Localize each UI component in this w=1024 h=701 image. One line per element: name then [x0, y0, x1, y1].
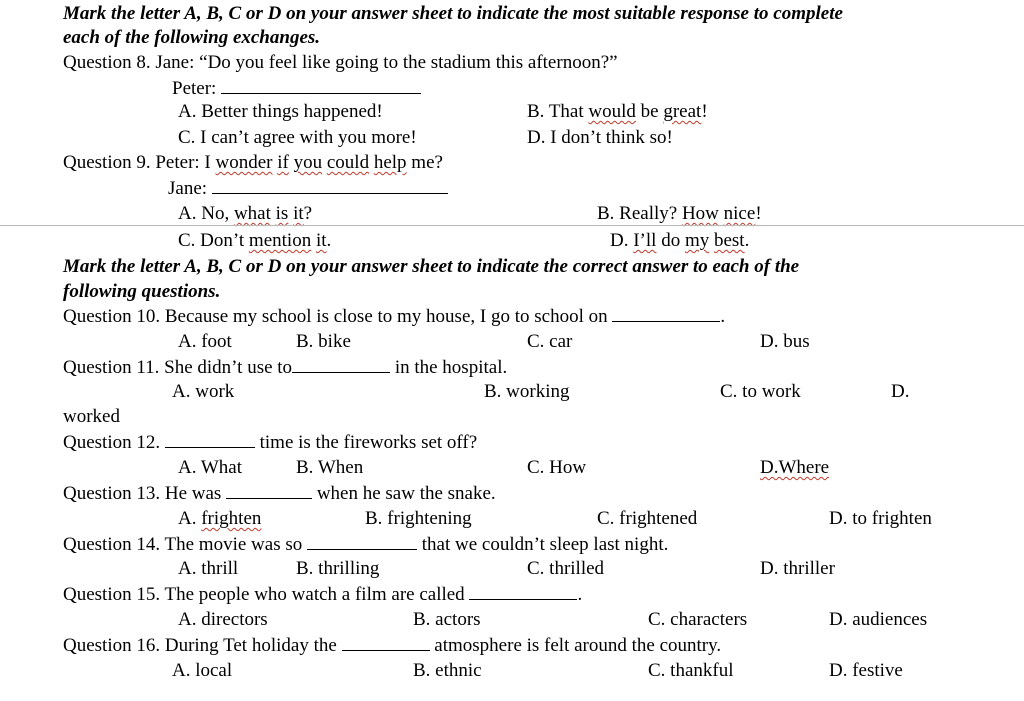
- question-8-option-d: D. I don’t think so!: [527, 127, 673, 148]
- spellcheck-word: would: [588, 101, 636, 122]
- question-16-option-c: C. thankful: [648, 660, 734, 681]
- question-14-stem: [63, 533, 668, 556]
- question-15-option-d: D. audiences: [829, 609, 928, 630]
- answer-blank: [307, 533, 417, 550]
- question-10-option-c: C. car: [527, 331, 573, 352]
- spellcheck-word: help: [373, 152, 407, 173]
- answer-blank: [212, 177, 448, 194]
- question-9-speaker: Jane:: [168, 178, 208, 199]
- answer-blank: [342, 634, 430, 651]
- question-8-speaker: Peter:: [172, 78, 217, 99]
- section-2-instruction-line-2: following questions.: [63, 281, 221, 302]
- spellcheck-word: my: [684, 230, 710, 251]
- option-text: be: [635, 101, 664, 122]
- question-14-option-c: C. thrilled: [527, 558, 605, 579]
- question-16-option-d: D. festive: [829, 660, 903, 681]
- stem-text: Question 11. She didn’t use to: [63, 357, 293, 378]
- option-text: A. No,: [178, 203, 234, 224]
- stem-text: atmosphere is felt around the country.: [429, 635, 722, 656]
- spellcheck-word: great: [663, 101, 702, 122]
- option-text: A.: [178, 508, 202, 529]
- option-text: C. Don’t: [178, 230, 249, 251]
- stem-text: Question 14. The movie was so: [63, 534, 307, 555]
- question-11-option-c: C. to work: [720, 381, 801, 402]
- spellcheck-word: best: [713, 230, 745, 251]
- stem-text: Question 13. He was: [63, 483, 227, 504]
- section-2-instruction-line-1: Mark the letter A, B, C or D on your answer sheet to indicate the correct answer to each of the: [63, 256, 800, 277]
- question-9-option-b: [597, 203, 762, 225]
- question-12-stem: [63, 431, 477, 454]
- option-text: B. Really?: [597, 203, 682, 224]
- stem-text: Question 12.: [63, 432, 165, 453]
- spellcheck-word: it: [315, 230, 327, 251]
- question-13-stem: [63, 482, 496, 505]
- stem-text: when he saw the snake.: [312, 483, 496, 504]
- stem-text: .: [577, 584, 583, 605]
- stem-text: me?: [406, 152, 443, 173]
- spellcheck-word: nice: [723, 203, 756, 224]
- question-14-option-b: B. thrilling: [296, 558, 380, 579]
- stem-text: Question 16. During Tet holiday the: [63, 635, 342, 656]
- spellcheck-word: what: [233, 203, 271, 224]
- question-9-option-c: [178, 230, 331, 252]
- question-11-option-d: D.: [891, 381, 910, 402]
- question-8-response-line: [172, 77, 421, 100]
- spellcheck-word: could: [326, 152, 370, 173]
- spellcheck-word: if: [277, 152, 289, 173]
- question-10-option-b: B. bike: [296, 331, 351, 352]
- answer-blank: [612, 305, 720, 322]
- spellcheck-word: wonder: [215, 152, 273, 173]
- question-11-option-d-continued: worked: [63, 406, 120, 427]
- option-text: D.: [610, 230, 634, 251]
- question-15-option-b: B. actors: [413, 609, 481, 630]
- stem-text: in the hospital.: [390, 357, 508, 378]
- page-divider: [0, 225, 1024, 226]
- option-text: B. That: [527, 101, 589, 122]
- stem-text: .: [720, 306, 726, 327]
- question-9-option-a: [178, 203, 312, 225]
- question-15-stem: [63, 583, 582, 606]
- question-16-stem: [63, 634, 721, 657]
- option-text: .: [744, 230, 750, 251]
- question-12-option-c: C. How: [527, 457, 587, 478]
- option-text: ?: [303, 203, 313, 224]
- question-13-option-d: D. to frighten: [829, 508, 932, 529]
- question-9-response-line: [168, 177, 448, 200]
- stem-text: Question 9. Peter: I: [63, 152, 216, 173]
- spellcheck-word: I’ll: [633, 230, 657, 251]
- question-8-stem: Question 8. Jane: “Do you feel like going to the stadium this afternoon?”: [63, 52, 618, 73]
- question-13-option-a: [178, 508, 261, 530]
- question-10-option-d: D. bus: [760, 331, 810, 352]
- stem-text: that we couldn’t sleep last night.: [417, 534, 669, 555]
- stem-text: time is the fireworks set off?: [254, 432, 478, 453]
- spellcheck-word: How: [681, 203, 719, 224]
- question-10-stem: [63, 305, 725, 328]
- section-1-instruction-line-2: each of the following exchanges.: [63, 27, 321, 48]
- question-11-option-b: B. working: [484, 381, 570, 402]
- option-text: do: [656, 230, 685, 251]
- question-14-option-a: A. thrill: [178, 558, 239, 579]
- option-text: .: [326, 230, 332, 251]
- question-15-option-a: A. directors: [178, 609, 268, 630]
- question-16-option-b: B. ethnic: [413, 660, 482, 681]
- spellcheck-word: it: [293, 203, 304, 224]
- question-8-option-c: C. I can’t agree with you more!: [178, 127, 417, 148]
- answer-blank: [221, 77, 421, 94]
- answer-blank: [469, 583, 577, 600]
- option-text: !: [701, 101, 708, 122]
- spellcheck-word: frighten: [201, 508, 262, 529]
- question-8-option-b: [527, 101, 708, 123]
- spellcheck-word: you: [293, 152, 323, 173]
- section-1-instruction-line-1: Mark the letter A, B, C or D on your answer sheet to indicate the most suitable response to complete: [63, 3, 843, 24]
- question-12-option-b: B. When: [296, 457, 364, 478]
- answer-blank: [165, 431, 255, 448]
- stem-text: Question 10. Because my school is close to my house, I go to school on: [63, 306, 608, 327]
- question-11-option-a: A. work: [172, 381, 235, 402]
- question-12-option-d: D.Where: [760, 457, 830, 478]
- question-8-option-a: A. Better things happened!: [178, 101, 383, 122]
- spellcheck-word: mention: [248, 230, 312, 251]
- question-14-option-d: D. thriller: [760, 558, 835, 579]
- question-13-option-b: B. frightening: [365, 508, 472, 529]
- question-15-option-c: C. characters: [648, 609, 748, 630]
- question-11-stem: [63, 356, 507, 379]
- question-9-stem: [63, 152, 443, 174]
- question-9-option-d: [610, 230, 749, 252]
- stem-text: Question 15. The people who watch a film are called: [63, 584, 470, 605]
- question-10-option-a: A. foot: [178, 331, 232, 352]
- question-12-option-a: A. What: [178, 457, 243, 478]
- answer-blank: [292, 356, 390, 373]
- question-16-option-a: A. local: [172, 660, 233, 681]
- question-13-option-c: C. frightened: [597, 508, 698, 529]
- answer-blank: [226, 482, 312, 499]
- spellcheck-word: is: [275, 203, 289, 224]
- option-text: !: [755, 203, 762, 224]
